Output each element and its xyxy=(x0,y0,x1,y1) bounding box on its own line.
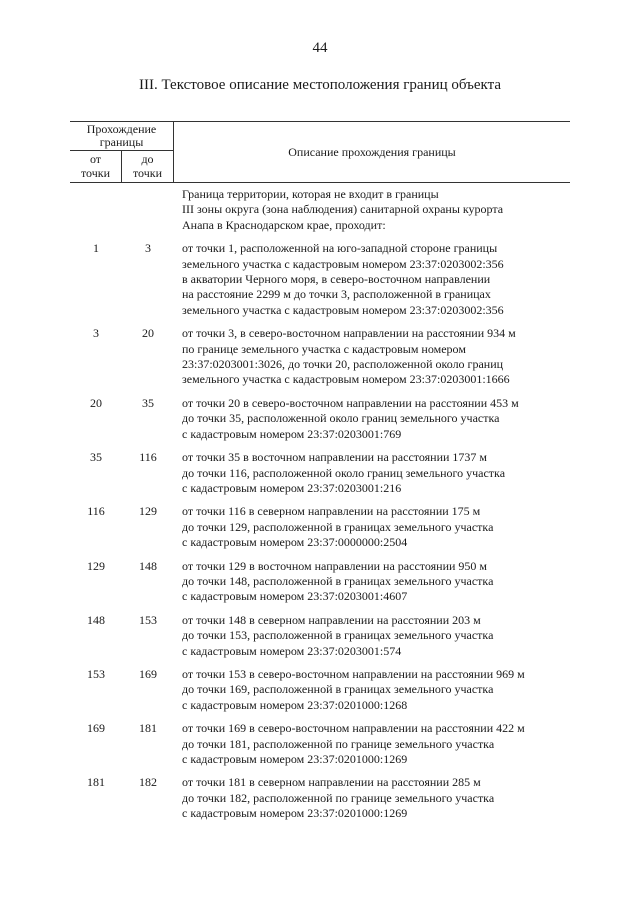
table-row xyxy=(70,504,570,550)
to-point-cell: 20 xyxy=(142,326,154,341)
description-cell: от точки 35 в восточном направлении на расстоянии 1737 м до точки 116, расположенной около границ земельного участка с кадастровым номером 23:37:0203001:216 xyxy=(182,450,506,495)
to-point-cell: 3 xyxy=(145,241,151,256)
to-point-cell: 181 xyxy=(139,721,157,736)
description-cell: от точки 20 в северо-восточном направлении на расстоянии 453 м до точки 35, расположенной около границ земельного участка с кадастровым номером 23:37:0203001:769 xyxy=(182,395,519,441)
intro-text: Граница территории, которая не входит в границы III зоны округа (зона наблюдения) санитарной охраны курорта Анапа в Краснодарском крае, проходит: xyxy=(182,187,504,232)
description-cell: от точки 169 в северо-восточном направлении на расстоянии 422 м до точки 181, расположенной по границе земельного участка с кадастровым номером 23:37:0201000:1269 xyxy=(182,721,525,766)
table-row xyxy=(70,775,570,821)
table-row xyxy=(70,613,570,659)
description-cell: от точки 129 в восточном направлении на расстоянии 950 м до точки 148, расположенной в границах земельного участка с кадастровым номером 23:37:0203001:4607 xyxy=(182,558,494,604)
header-passage-group: Прохождение границы xyxy=(70,122,174,151)
description-cell: от точки 1, расположенной на юго-западной стороне границы земельного участка с кадастровым номером 23:37:0203002:356 в акватории Черного моря, в северо-восточном направлении на расстояние 2299 м до точки 3, расположенной в границах земельного участка с кадастровым номером 23:37:0203002:356 xyxy=(182,241,504,317)
from-point-cell: 181 xyxy=(87,775,105,790)
table-body xyxy=(70,187,570,830)
to-point-cell: 35 xyxy=(142,395,154,410)
from-point-cell: 169 xyxy=(87,721,105,736)
table-row xyxy=(70,326,570,388)
table-row xyxy=(70,450,570,496)
description-cell: от точки 153 в северо-восточном направлении на расстоянии 969 м до точки 169, расположенной в границах земельного участка с кадастровым номером 23:37:0201000:1268 xyxy=(182,666,525,712)
to-point-cell: 153 xyxy=(139,612,157,627)
description-cell: от точки 3, в северо-восточном направлении на расстоянии 934 м по границе земельного участка с кадастровым номером 23:37:0203001:3026, до точки 20, расположенной около границ земельного участка с кадастровым номером 23:37:0203001:1666 xyxy=(182,326,516,387)
table-row xyxy=(70,721,570,767)
from-point-cell: 153 xyxy=(87,666,105,681)
from-point-cell: 35 xyxy=(90,450,102,465)
from-point-cell: 20 xyxy=(90,395,102,410)
header-description xyxy=(174,122,570,182)
table-row xyxy=(70,667,570,713)
table-row xyxy=(70,396,570,442)
header-description-label: Описание прохождения границы xyxy=(288,144,456,159)
to-point-cell: 182 xyxy=(139,775,157,790)
table-row xyxy=(70,559,570,605)
from-point-cell: 116 xyxy=(87,504,105,519)
description-cell: от точки 148 в северном направлении на расстоянии 203 м до точки 153, расположенной в границах земельного участка с кадастровым номером 23:37:0203001:574 xyxy=(182,612,494,658)
header-to-point: до точки xyxy=(122,151,174,182)
to-point-cell: 148 xyxy=(139,558,157,573)
header-from-point: от точки xyxy=(70,151,122,182)
table-row xyxy=(70,241,570,318)
from-point-cell: 1 xyxy=(93,241,99,256)
from-point-cell: 148 xyxy=(87,612,105,627)
table-header xyxy=(70,121,570,183)
description-cell: от точки 116 в северном направлении на расстоянии 175 м до точки 129, расположенной в границах земельного участка с кадастровым номером 23:37:0000000:2504 xyxy=(182,504,494,550)
from-point-cell: 3 xyxy=(93,326,99,341)
to-point-cell: 129 xyxy=(139,504,157,519)
section-title: III. Текстовое описание местоположения границ объекта xyxy=(138,77,502,93)
to-point-cell: 169 xyxy=(139,666,157,681)
from-point-cell: 129 xyxy=(87,558,105,573)
description-cell: от точки 181 в северном направлении на расстоянии 285 м до точки 182, расположенной по границе земельного участка с кадастровым номером 23:37:0201000:1269 xyxy=(182,775,495,821)
page-number: 44 xyxy=(312,40,328,56)
to-point-cell: 116 xyxy=(139,450,157,465)
table-intro-row xyxy=(70,187,570,233)
